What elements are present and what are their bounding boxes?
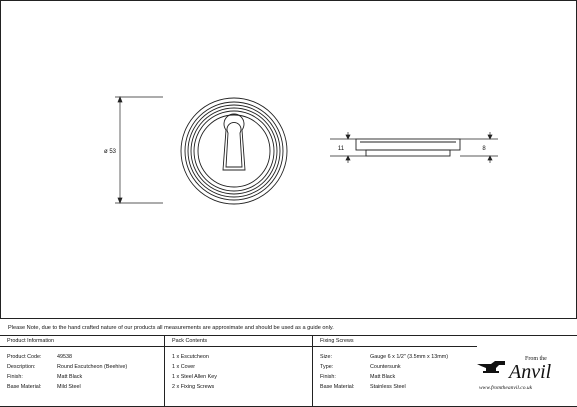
logo-website: www.fromtheanvil.co.uk <box>479 385 533 391</box>
info-value: Matt Black <box>57 374 83 380</box>
screw-value: Matt Black <box>370 374 396 380</box>
from-the-anvil-logo <box>475 352 571 392</box>
fixing-screws-section <box>313 336 477 407</box>
anvil-icon <box>477 361 505 373</box>
screw-key: Base Material: <box>320 384 355 390</box>
screw-value: Countersunk <box>370 364 401 370</box>
info-value: 49538 <box>57 354 72 360</box>
screw-value: Stainless Steel <box>370 384 406 390</box>
info-key: Description: <box>7 364 36 370</box>
info-row <box>7 382 164 392</box>
diameter-label: ø 53 <box>103 149 117 155</box>
height-dimension <box>330 132 366 163</box>
depth-label: 8 <box>482 146 486 152</box>
escutcheon-side-view <box>356 139 460 156</box>
screw-key: Finish: <box>320 374 336 380</box>
screw-row <box>320 372 477 382</box>
logo-brand: Anvil <box>509 361 552 383</box>
logo-tagline: From the <box>525 356 547 362</box>
screw-row <box>320 362 477 372</box>
pack-item: 1 x Cover <box>172 364 196 370</box>
pack-item: 2 x Fixing Screws <box>172 384 215 390</box>
info-row <box>7 372 164 382</box>
keyhole-shape <box>223 114 245 170</box>
pack-contents-heading: Pack Contents <box>165 336 312 347</box>
pack-contents-section <box>165 336 313 407</box>
depth-dimension <box>460 132 498 163</box>
info-row <box>7 362 164 372</box>
product-information-section <box>0 336 165 407</box>
info-key: Base Material: <box>7 384 42 390</box>
info-row <box>7 352 164 362</box>
screw-row <box>320 382 477 392</box>
diameter-dimension <box>115 97 163 203</box>
pack-item: 1 x Steel Allen Key <box>172 374 217 380</box>
pack-item: 1 x Escutcheon <box>172 354 209 360</box>
height-label: 11 <box>337 146 345 152</box>
measurement-note: Please Note, due to the hand crafted nature of our products all measurements are approximate and should be used as a guide only. <box>0 318 577 336</box>
info-value: Round Escutcheon (Beehive) <box>57 364 128 370</box>
info-key: Product Code: <box>7 354 42 360</box>
info-value: Mild Steel <box>57 384 81 390</box>
info-key: Finish: <box>7 374 23 380</box>
screw-key: Type: <box>320 364 334 370</box>
screw-value: Gauge 6 x 1/2" (3.5mm x 13mm) <box>370 354 449 360</box>
screw-key: Size: <box>320 354 332 360</box>
product-information-heading: Product Information <box>0 336 164 347</box>
fixing-screws-heading: Fixing Screws <box>313 336 477 347</box>
screw-row <box>320 352 477 362</box>
